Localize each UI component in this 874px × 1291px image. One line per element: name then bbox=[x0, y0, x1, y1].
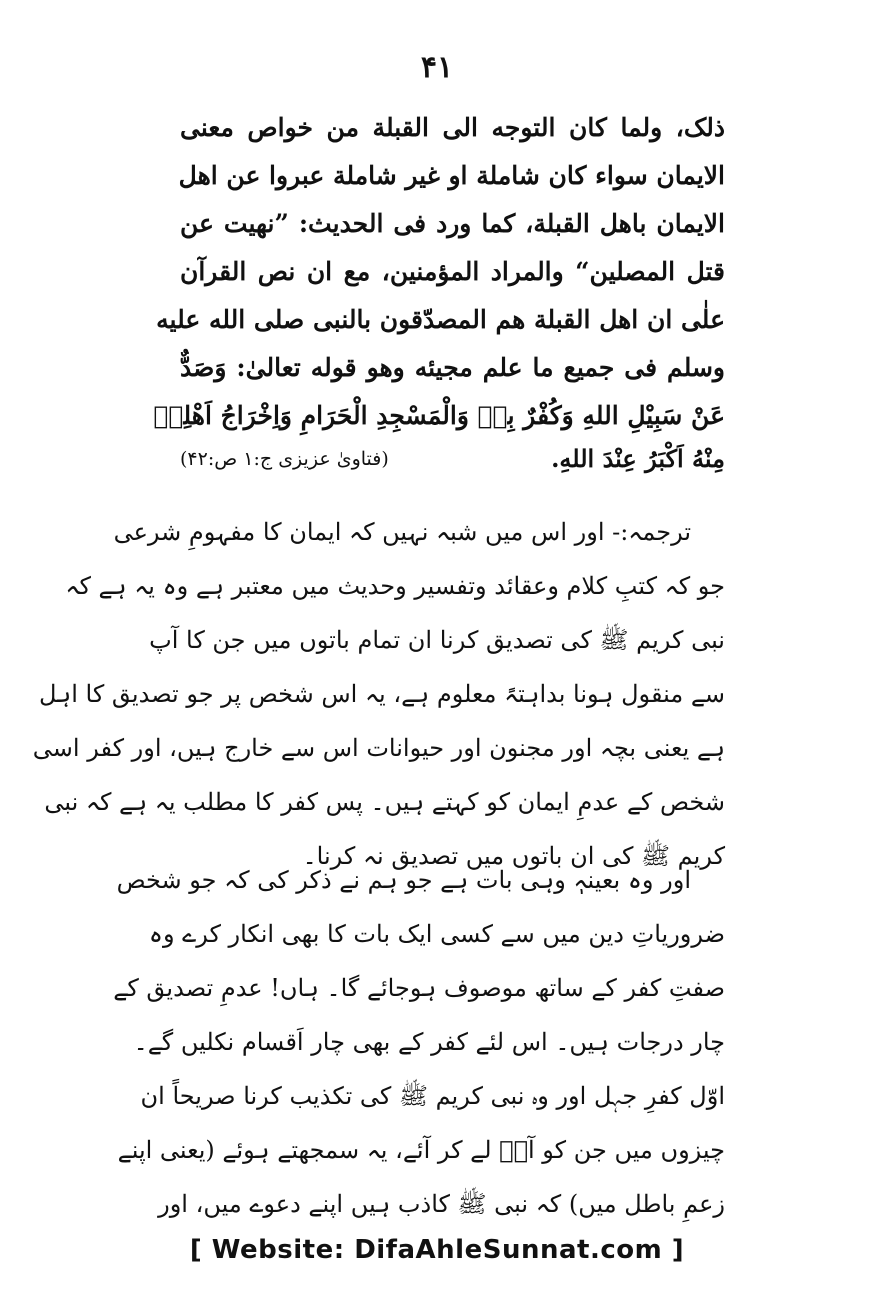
urdu-line: سے منقول ہونا بداہتہً معلوم ہے، یہ اس شخص پر جو تصدیق کا اہل bbox=[39, 680, 725, 708]
website-footer: [ Website: DifaAhleSunnat.com ] bbox=[189, 1235, 685, 1265]
urdu-line: ضروریاتِ دین میں سے کسی ایک بات کا بھی انکار کرے وہ bbox=[148, 920, 725, 948]
citation-reference: (فتاویٰ عزیزی ج:۱ ص:۴۲) bbox=[180, 448, 389, 470]
arabic-line: الایمان باهل القبلة، کما ورد فی الحدیث: ”نهیت عن bbox=[180, 209, 725, 238]
urdu-line: اور وہ بعینہٖ وہی بات ہے جو ہم نے ذکر کی کہ جو شخص bbox=[116, 866, 691, 894]
urdu-paragraph bbox=[113, 853, 725, 1231]
page-number: ۴۱ bbox=[420, 50, 454, 85]
arabic-line: وسلم فی جمیع ما علم مجیئه وهو قوله تعالیٰ: وَصَدٌّ bbox=[180, 353, 725, 382]
quran-verse-ending: مِنْهُ اَکْبَرُ عِنْدَ اللهِ. bbox=[551, 444, 725, 473]
arabic-line: الایمان سواء کان شاملة او غیر شاملة عبروا عن اهل bbox=[178, 161, 725, 190]
quran-verse-line: عَنْ سَبِیْلِ اللهِ وَکُفْرٌ بِهٖ وَالْمَسْجِدِ الْحَرَامِ وَاِخْرَاجُ اَهْلِهٖ bbox=[153, 401, 725, 430]
urdu-line: شخص کے عدمِ ایمان کو کہتے ہیں۔ پس کفر کا مطلب یہ ہے کہ نبی bbox=[44, 788, 725, 816]
urdu-line: چیزوں میں جن کو آپؐ لے کر آئے، یہ سمجھتے ہوئے (یعنی اپنے bbox=[117, 1136, 725, 1164]
urdu-line: کریم ﷺ کی ان باتوں میں تصدیق نہ کرنا۔ bbox=[302, 842, 725, 870]
urdu-line: زعمِ باطل میں) کہ نبی ﷺ کاذب ہیں اپنے دعوے میں، اور bbox=[158, 1190, 725, 1218]
urdu-translation bbox=[32, 505, 725, 883]
citation-row bbox=[180, 440, 725, 478]
urdu-line: چار درجات ہیں۔ اس لئے کفر کے بھی چار اَقسام نکلیں گے۔ bbox=[133, 1028, 725, 1056]
urdu-line: نبی کریم ﷺ کی تصدیق کرنا ان تمام باتوں میں جن کا آپ bbox=[149, 626, 725, 654]
arabic-line: ذلک، ولما کان التوجه الی القبلة من خواص معنی bbox=[180, 113, 725, 142]
urdu-line: ہے یعنی بچہ اور مجنون اور حیوانات اس سے خارج ہیں، اور کفر اسی bbox=[32, 734, 725, 762]
urdu-line: جو کہ کتبِ کلام وعقائد وتفسیر وحدیث میں معتبر ہے وہ یہ ہے کہ bbox=[65, 572, 725, 600]
urdu-line: صفتِ کفر کے ساتھ موصوف ہوجائے گا۔ ہاں! عدمِ تصدیق کے bbox=[113, 974, 725, 1002]
arabic-line: علٰی ان اهل القبلة هم المصدّقون بالنبی صلی الله علیه bbox=[156, 305, 725, 334]
arabic-passage bbox=[153, 104, 725, 478]
urdu-line: ترجمہ:- اور اس میں شبہ نہیں کہ ایمان کا مفہومِ شرعی bbox=[113, 518, 691, 546]
urdu-line: اوّل کفرِ جہل اور وہ نبی کریم ﷺ کی تکذیب کرنا صریحاً ان bbox=[140, 1082, 725, 1110]
arabic-line: قتل المصلین“ والمراد المؤمنین، مع ان نص القرآن bbox=[180, 257, 725, 286]
